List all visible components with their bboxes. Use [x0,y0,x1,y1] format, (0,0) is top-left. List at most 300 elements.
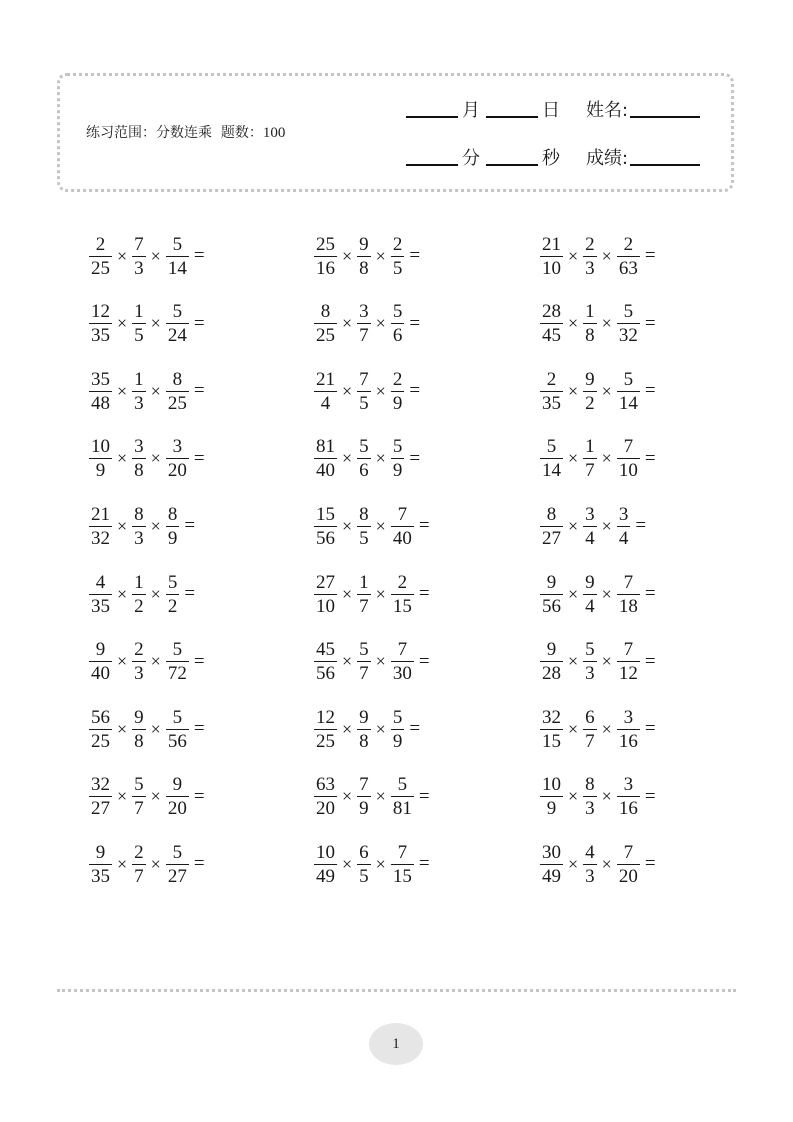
fraction [131,505,147,548]
times-sign: × [342,786,353,807]
denominator: 25 [316,325,335,347]
numerator: 5 [172,706,183,728]
denominator: 9 [392,460,403,482]
numerator: 5 [546,436,557,458]
fraction [582,573,598,616]
denominator: 5 [134,325,144,347]
denominator: 10 [542,257,561,279]
times-sign: × [342,651,353,672]
fraction [356,370,372,413]
denominator: 15 [542,730,561,752]
denominator: 4 [585,595,595,617]
times-sign: × [601,651,612,672]
date-name-row [406,100,700,122]
numerator: 7 [623,841,634,863]
problem [313,841,430,887]
numerator: 5 [359,639,369,661]
equals-sign: = [193,380,205,402]
denominator: 5 [392,257,403,279]
fraction [616,505,632,548]
denominator: 49 [542,865,561,887]
numerator: 63 [316,774,335,796]
denominator: 25 [91,257,110,279]
numerator: 21 [91,503,110,525]
problem [88,368,205,414]
denominator: 7 [134,865,144,887]
fraction [131,775,147,818]
denominator: 45 [542,325,561,347]
equals-sign: = [644,245,656,266]
numerator: 7 [397,639,408,661]
denominator: 4 [320,392,331,414]
fraction [539,370,564,413]
denominator: 15 [392,595,412,617]
fraction [539,708,564,751]
numerator: 8 [134,503,144,525]
numerator: 8 [546,503,557,525]
denominator: 3 [585,798,595,820]
fraction [356,437,372,480]
problem [539,436,656,482]
fraction [356,843,372,886]
problem [88,571,195,617]
denominator: 3 [585,865,595,887]
times-sign: × [568,515,579,536]
equals-sign: = [409,447,421,469]
fraction [313,775,338,818]
fraction [390,640,415,683]
equals-sign: = [409,718,421,740]
numerator: 1 [585,436,595,458]
times-sign: × [150,853,161,874]
numerator: 15 [316,503,335,525]
problem [313,706,420,752]
numerator: 9 [359,706,369,728]
problem [313,436,420,482]
equals-sign: = [418,583,430,604]
fraction [165,235,190,278]
fraction [88,437,113,480]
equals-sign: = [644,312,656,334]
count-label: 题数： [220,125,263,141]
times-sign: × [117,651,128,672]
numerator: 21 [316,368,335,390]
numerator: 2 [397,571,408,593]
numerator: 3 [134,436,144,458]
fraction [313,370,338,413]
numerator: 5 [623,301,634,323]
denominator: 4 [585,527,595,549]
problem [539,706,656,752]
fraction [582,302,598,345]
equals-sign: = [193,785,205,807]
denominator: 72 [167,663,187,685]
page-number: 1 [392,1035,400,1052]
fraction [539,843,564,886]
numerator: 2 [392,233,403,255]
times-sign: × [601,313,612,334]
fraction [165,775,190,818]
fraction [165,708,190,751]
denominator: 15 [392,865,412,887]
numerator: 25 [316,233,335,255]
fraction [165,505,181,548]
times-sign: × [342,313,353,334]
fraction [582,437,598,480]
second-label: 秒 [542,148,560,169]
numerator: 5 [585,639,595,661]
fraction [390,708,406,751]
name-blank[interactable] [630,116,700,118]
numerator: 27 [316,571,335,593]
denominator: 35 [91,865,110,887]
fraction [356,573,372,616]
problem [88,503,195,549]
numerator: 8 [172,368,183,390]
problem [88,774,205,820]
numerator: 7 [359,774,369,796]
equals-sign: = [409,380,421,402]
fraction [539,573,564,616]
numerator: 5 [134,774,144,796]
problem [88,436,205,482]
numerator: 2 [95,233,106,255]
scope-label: 练习范围：分数连乘 [86,125,212,141]
denominator: 8 [585,325,595,347]
denominator: 25 [167,392,187,414]
fraction [356,505,372,548]
fraction [390,505,415,548]
equals-sign: = [193,650,205,672]
page-number-badge [369,1023,423,1065]
numerator: 45 [316,639,335,661]
problem [539,841,656,887]
fraction [88,640,113,683]
times-sign: × [375,853,386,874]
numerator: 2 [134,639,144,661]
fraction [390,843,415,886]
problem [313,639,430,685]
denominator: 25 [316,730,335,752]
denominator: 20 [167,460,187,482]
fraction [313,708,338,751]
denominator: 63 [618,257,638,279]
times-sign: × [150,313,161,334]
score-label: 成绩: [586,148,629,169]
numerator: 1 [585,301,595,323]
numerator: 7 [397,503,408,525]
times-sign: × [342,380,353,401]
denominator: 2 [167,595,178,617]
denominator: 48 [91,392,110,414]
times-sign: × [117,718,128,739]
denominator: 2 [134,595,144,617]
fraction [616,640,641,683]
fraction [313,573,338,616]
times-sign: × [375,380,386,401]
denominator: 9 [167,527,178,549]
numerator: 10 [91,436,110,458]
numerator: 5 [392,436,403,458]
numerator: 4 [585,841,595,863]
times-sign: × [342,583,353,604]
fraction [131,370,147,413]
header-info-box [57,73,734,192]
equals-sign: = [418,785,430,807]
denominator: 8 [359,257,369,279]
denominator: 7 [585,460,595,482]
numerator: 32 [542,706,561,728]
score-blank[interactable] [630,164,700,166]
denominator: 10 [316,595,335,617]
numerator: 12 [91,301,110,323]
footer-divider [57,989,736,992]
times-sign: × [150,786,161,807]
fraction [88,708,113,751]
minute-label: 分 [462,148,480,169]
fraction [390,235,406,278]
numerator: 35 [91,368,110,390]
times-sign: × [568,448,579,469]
fraction [165,370,190,413]
month-blank[interactable] [406,116,458,118]
fraction [131,302,147,345]
denominator: 9 [546,798,557,820]
numerator: 6 [359,841,369,863]
times-sign: × [601,448,612,469]
problem [539,639,656,685]
problem [88,233,205,279]
times-sign: × [117,786,128,807]
denominator: 56 [316,663,335,685]
fraction [539,505,564,548]
denominator: 35 [542,392,561,414]
fraction [539,437,564,480]
fraction [356,775,372,818]
numerator: 8 [320,301,331,323]
times-sign: × [375,245,386,266]
times-sign: × [342,515,353,536]
times-sign: × [375,718,386,739]
numerator: 9 [95,639,106,661]
times-sign: × [375,786,386,807]
numerator: 32 [91,774,110,796]
times-sign: × [150,380,161,401]
denominator: 7 [359,325,369,347]
problem [88,639,205,685]
problem [539,301,656,347]
times-sign: × [601,515,612,536]
fraction [616,573,641,616]
fraction [131,843,147,886]
denominator: 35 [91,325,110,347]
equals-sign: = [184,515,196,537]
equals-sign: = [418,853,430,875]
times-sign: × [117,245,128,266]
denominator: 20 [316,798,335,820]
equals-sign: = [644,447,656,469]
fraction [165,640,190,683]
denominator: 32 [91,527,110,549]
equals-sign: = [418,650,430,672]
problem [539,774,656,820]
times-sign: × [375,313,386,334]
numerator: 9 [546,639,557,661]
fraction [88,235,113,278]
denominator: 16 [618,798,638,820]
day-blank[interactable] [486,116,538,118]
fraction [390,437,406,480]
denominator: 20 [618,865,638,887]
numerator: 7 [623,639,634,661]
numerator: 7 [623,436,634,458]
fraction [539,775,564,818]
numerator: 9 [95,841,106,863]
numerator: 2 [392,368,403,390]
problem [88,706,205,752]
fraction [313,437,338,480]
fraction [616,437,641,480]
numerator: 3 [359,301,369,323]
numerator: 9 [172,774,183,796]
fraction [616,775,641,818]
equals-sign: = [409,245,421,266]
times-sign: × [150,583,161,604]
denominator: 28 [542,663,561,685]
numerator: 3 [623,706,634,728]
denominator: 14 [167,257,187,279]
denominator: 8 [134,460,144,482]
denominator: 5 [359,865,369,887]
fraction [88,505,113,548]
numerator: 5 [392,301,403,323]
problem [313,503,430,549]
times-sign: × [342,245,353,266]
denominator: 3 [134,663,144,685]
times-sign: × [342,718,353,739]
times-sign: × [601,245,612,266]
equals-sign: = [193,312,205,334]
numerator: 5 [397,774,408,796]
fraction [582,843,598,886]
problem [539,368,656,414]
practice-scope [86,122,285,142]
fraction [616,235,641,278]
minute-blank[interactable] [406,164,458,166]
month-label: 月 [462,100,480,121]
equals-sign: = [644,650,656,672]
numerator: 5 [172,841,183,863]
times-sign: × [117,853,128,874]
second-blank[interactable] [486,164,538,166]
numerator: 7 [623,571,634,593]
problem [88,841,205,887]
numerator: 4 [95,571,106,593]
times-sign: × [117,380,128,401]
numerator: 81 [316,436,335,458]
fraction [616,370,641,413]
fraction [88,370,113,413]
problem [539,571,656,617]
problem [313,301,420,347]
fraction [165,437,190,480]
denominator: 10 [618,460,638,482]
denominator: 8 [134,730,144,752]
denominator: 56 [167,730,187,752]
equals-sign: = [418,515,430,537]
numerator: 6 [585,706,595,728]
numerator: 9 [546,571,557,593]
numerator: 5 [359,436,369,458]
problem [539,233,656,279]
times-sign: × [601,786,612,807]
numerator: 3 [585,503,595,525]
numerator: 3 [623,774,634,796]
denominator: 9 [95,460,106,482]
fraction [165,573,181,616]
fraction [616,302,641,345]
fraction [390,370,406,413]
numerator: 9 [134,706,144,728]
numerator: 12 [316,706,335,728]
times-sign: × [568,853,579,874]
numerator: 2 [623,233,634,255]
denominator: 3 [585,663,595,685]
numerator: 56 [91,706,110,728]
times-sign: × [568,651,579,672]
fraction [582,370,598,413]
time-score-row [406,148,700,170]
equals-sign: = [193,853,205,875]
denominator: 2 [585,392,595,414]
numerator: 5 [172,233,183,255]
numerator: 10 [316,841,335,863]
denominator: 18 [618,595,638,617]
numerator: 1 [359,571,369,593]
problem [313,571,430,617]
fraction [131,235,147,278]
equals-sign: = [644,583,656,604]
numerator: 8 [167,503,178,525]
denominator: 32 [618,325,638,347]
denominator: 5 [359,527,369,549]
times-sign: × [375,515,386,536]
times-sign: × [375,448,386,469]
numerator: 9 [359,233,369,255]
denominator: 14 [618,392,638,414]
denominator: 7 [134,798,144,820]
times-sign: × [150,718,161,739]
numerator: 5 [623,368,634,390]
numerator: 30 [542,841,561,863]
fraction [313,302,338,345]
problem [88,301,205,347]
fraction [539,302,564,345]
numerator: 9 [585,571,595,593]
denominator: 40 [91,663,110,685]
fraction [88,775,113,818]
fraction [313,505,338,548]
denominator: 56 [316,527,335,549]
times-sign: × [150,245,161,266]
denominator: 16 [618,730,638,752]
numerator: 7 [359,368,369,390]
denominator: 9 [359,798,369,820]
fraction [356,235,372,278]
fraction [131,708,147,751]
name-label: 姓名: [586,100,629,121]
times-sign: × [601,380,612,401]
